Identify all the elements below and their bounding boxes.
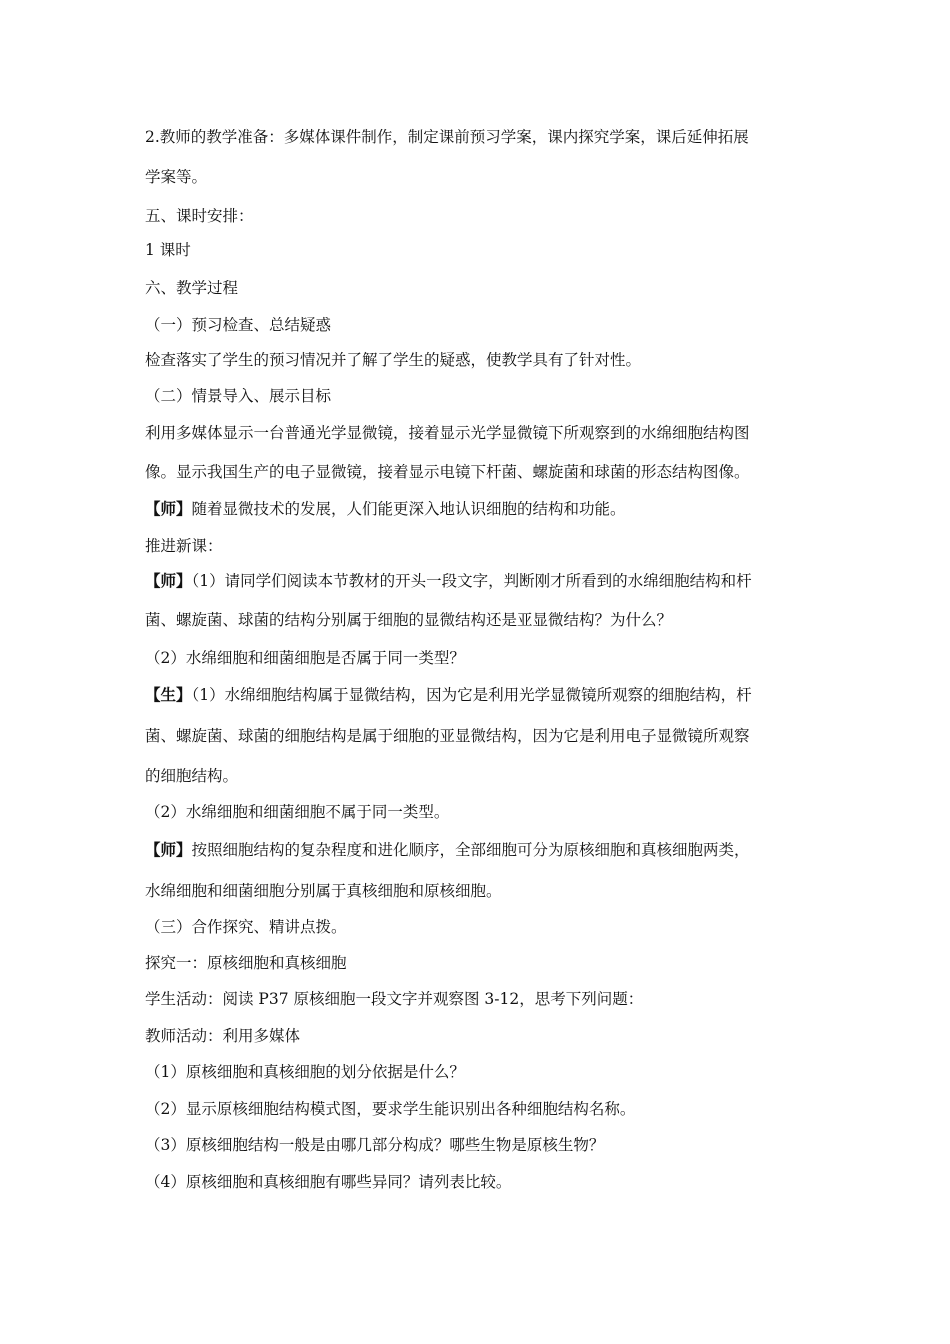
teacher-statement-2: 【师】按照细胞结构的复杂程度和进化顺序，全部细胞可分为原核细胞和真核细胞两类，: [145, 841, 750, 859]
speaker-teacher: 【师】: [145, 841, 192, 859]
section-heading-schedule: 五、课时安排：: [145, 207, 254, 225]
teacher-question-2: （2）水绵细胞和细菌细胞是否属于同一类型？: [145, 649, 465, 667]
student-answer-2: （2）水绵细胞和细菌细胞不属于同一类型。: [145, 803, 450, 821]
paragraph-teacher-preparation: 2.教师的教学准备：多媒体课件制作，制定课前预习学案，课内探究学案，课后延伸拓展: [145, 128, 749, 146]
speaker-teacher: 【师】: [145, 572, 192, 590]
student-activity: 学生活动：阅读 P37 原核细胞一段文字并观察图 3-12，思考下列问题：: [145, 990, 644, 1008]
question-3: （3）原核细胞结构一般是由哪几部分构成？哪些生物是原核生物？: [145, 1136, 605, 1154]
subheading-preview: （一）预习检查、总结疑惑: [145, 316, 332, 334]
teacher-statement-2-cont: 水绵细胞和细菌细胞分别属于真核细胞和原核细胞。: [145, 882, 502, 900]
student-answer-1-end: 的细胞结构。: [145, 767, 239, 785]
paragraph-intro-1: 利用多媒体显示一台普通光学显微镜，接着显示光学显微镜下所观察到的水绵细胞结构图: [145, 424, 750, 442]
paragraph-preview: 检查落实了学生的预习情况并了解了学生的疑惑，使教学具有了针对性。: [145, 351, 642, 369]
explore-heading: 探究一：原核细胞和真核细胞: [145, 954, 347, 972]
schedule-value: 1 课时: [145, 241, 191, 259]
paragraph-intro-2: 像。显示我国生产的电子显微镜，接着显示电镜下杆菌、螺旋菌和球菌的形态结构图像。: [145, 463, 750, 481]
teacher-question-1: 【师】（1）请同学们阅读本节教材的开头一段文字，判断刚才所看到的水绵细胞结构和杆: [145, 572, 752, 590]
question-2: （2）显示原核细胞结构模式图，要求学生能识别出各种细胞结构名称。: [145, 1100, 636, 1118]
student-answer-1-cont: 菌、螺旋菌、球菌的细胞结构是属于细胞的亚显微结构，因为它是利用电子显微镜所观察: [145, 727, 750, 745]
teacher-activity: 教师活动：利用多媒体: [145, 1027, 301, 1045]
subheading-new-lesson: 推进新课：: [145, 537, 223, 555]
speaker-student: 【生】: [145, 686, 192, 704]
teacher-question-1-cont: 菌、螺旋菌、球菌的结构分别属于细胞的显微结构还是亚显微结构？为什么？: [145, 611, 673, 629]
subheading-cooperation: （三）合作探究、精讲点拨。: [145, 918, 347, 936]
section-heading-process: 六、教学过程: [145, 279, 239, 297]
question-4: （4）原核细胞和真核细胞有哪些异同？请列表比较。: [145, 1173, 512, 1191]
subheading-intro: （二）情景导入、展示目标: [145, 387, 332, 405]
paragraph-continuation: 学案等。: [145, 168, 208, 186]
student-answer-1: 【生】（1）水绵细胞结构属于显微结构，因为它是利用光学显微镜所观察的细胞结构，杆: [145, 686, 752, 704]
question-1: （1）原核细胞和真核细胞的划分依据是什么？: [145, 1063, 465, 1081]
speaker-teacher: 【师】: [145, 500, 192, 518]
teacher-statement-1: 【师】随着显微技术的发展，人们能更深入地认识细胞的结构和功能。: [145, 500, 626, 518]
